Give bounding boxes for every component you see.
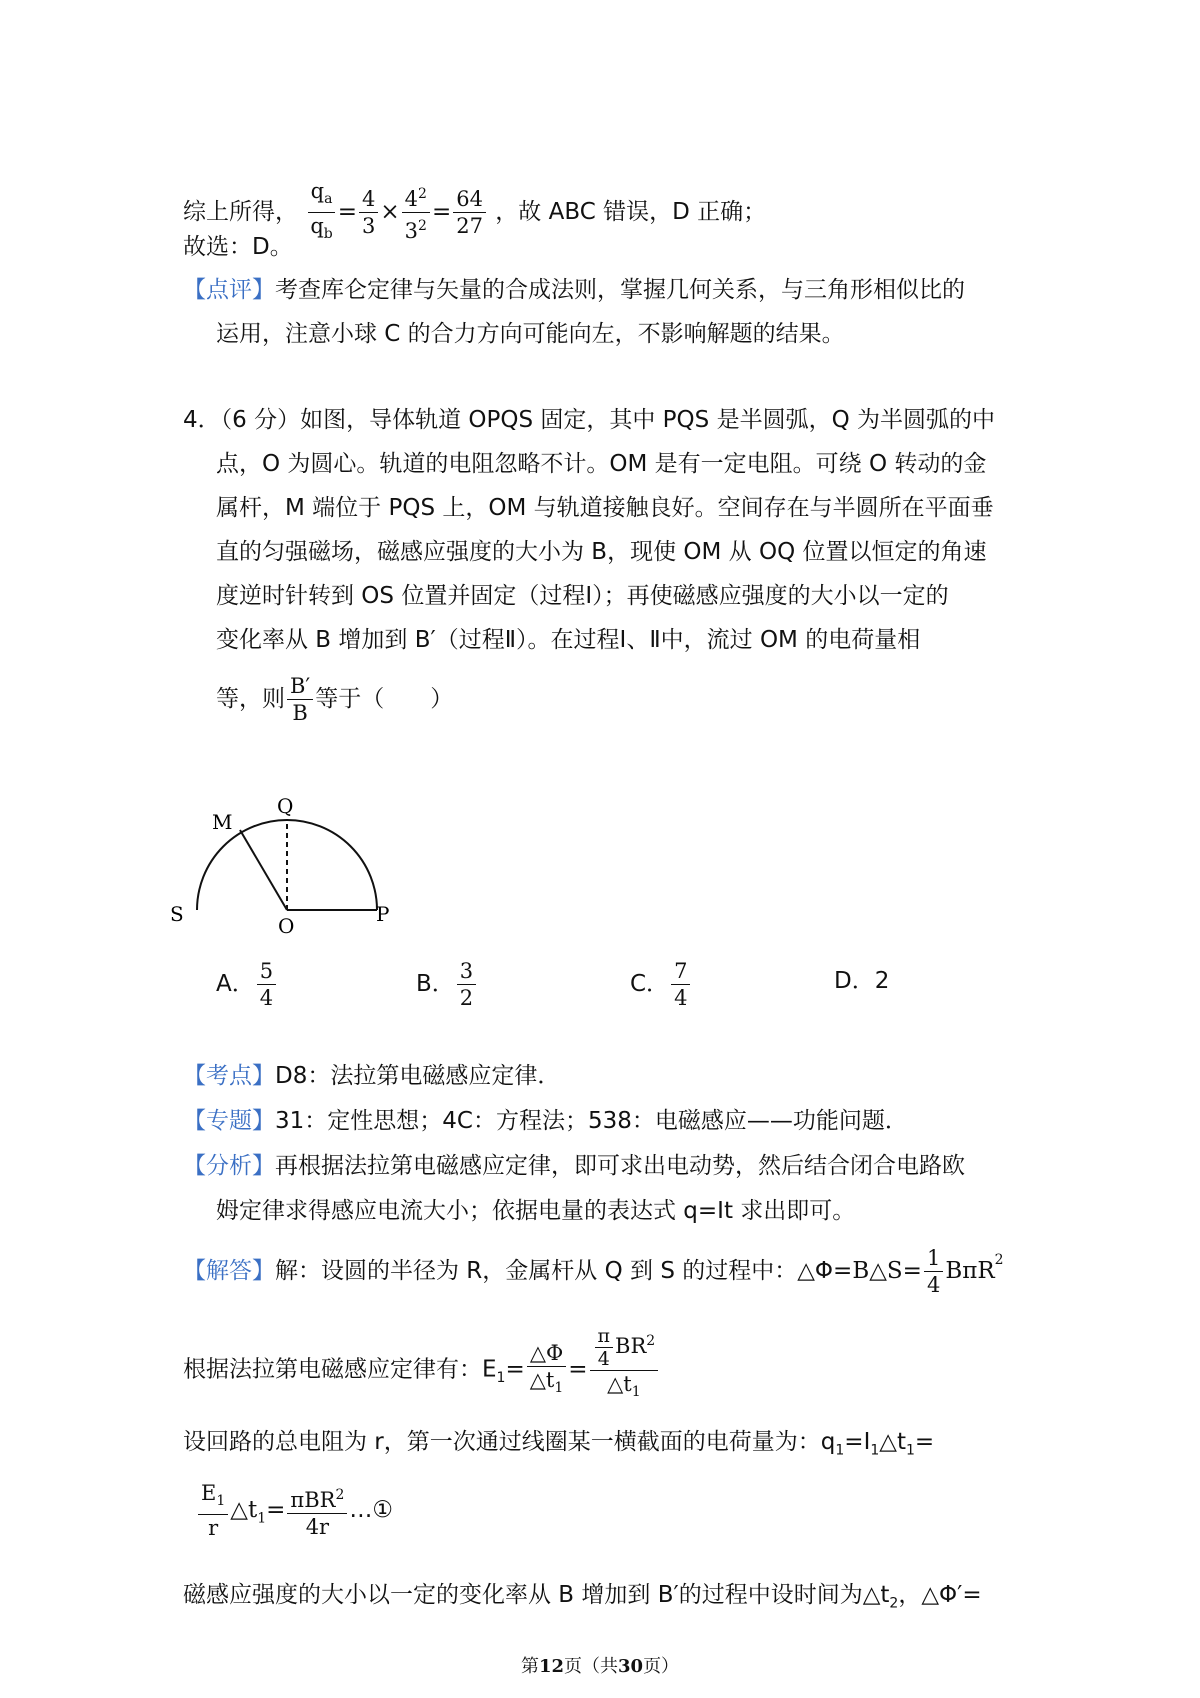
charge-line: 设回路的总电阻为 r，第一次通过线圈某一横截面的电荷量为：$q_1=I_1\triangle t_1=$ xyxy=(183,1429,935,1459)
option-a-fraction xyxy=(257,958,276,1011)
quarter-den: 4 xyxy=(926,1273,941,1297)
squares-fraction: $\frac{4^2}{3^2}$ xyxy=(402,181,430,244)
q1-mid: △t xyxy=(230,1497,258,1524)
question-line-6: 变化率从 B 增加到 B′（过程Ⅱ）。在过程Ⅰ、Ⅱ中，流过 OM 的电荷量相 xyxy=(216,627,921,653)
footer-post: 页） xyxy=(643,1656,680,1677)
page-footer xyxy=(0,1652,1200,1678)
ratio-den: B xyxy=(292,701,308,725)
option-a-num: 5 xyxy=(257,958,276,985)
kaodian-tag: 【考点】 xyxy=(183,1063,275,1089)
question-line-2: 点，O 为圆心。轨道的电阻忽略不计。OM 是有一定电阻。可绕 O 转动的金 xyxy=(216,451,987,477)
q1-result-fraction: $\frac{\pi BR^2}{4r}$ xyxy=(287,1482,347,1540)
last-line-text: 磁感应强度的大小以一定的变化率从 B 增加到 B′的过程中设时间为△t xyxy=(183,1582,890,1608)
option-d-value: 2 xyxy=(874,968,890,994)
footer-mid: 页（共 xyxy=(564,1656,618,1677)
choice-line: 故选：D。 xyxy=(183,234,293,260)
last-line-tail: ，△Φ′= xyxy=(898,1582,982,1608)
footer-page-number: 12 xyxy=(538,1656,564,1677)
jieda-line: 【解答】解：设圆的半径为 R，金属杆从 Q 到 S 的过程中：△Φ=B△S= $\frac{1}{4}$ BπR$^2$ xyxy=(183,1246,1004,1297)
quarter-num: 1 xyxy=(924,1245,943,1272)
option-d[interactable] xyxy=(834,962,889,995)
zhuanti-tag: 【专题】 xyxy=(183,1108,275,1134)
question-line-4: 直的匀强磁场，磁感应强度的大小为 B，现使 OM 从 OQ 位置以恒定的角速 xyxy=(216,539,987,565)
charge-tail2: △t xyxy=(879,1429,906,1455)
option-c-den: 4 xyxy=(674,986,688,1010)
label-q: Q xyxy=(277,794,294,818)
kaodian-text: D8：法拉第电磁感应定律． xyxy=(275,1063,561,1089)
option-a-letter: A． xyxy=(216,971,255,997)
last-line: 磁感应强度的大小以一定的变化率从 B 增加到 B′的过程中设时间为$\triangle t_2$，△Φ′= xyxy=(183,1582,982,1612)
rod-om xyxy=(240,830,287,910)
e1-eq: = xyxy=(505,1356,525,1383)
fenxi-line-1 xyxy=(183,1151,965,1181)
label-m: M xyxy=(212,810,233,834)
option-b-fraction xyxy=(457,958,476,1011)
e1-line: 根据法拉第电磁感应定律有：$E_1=$ $\frac{\triangle\Phi}{\triangle t_1}$ = $\frac{\pi}{4}$ $BR^2$ $\triangle t_1$ xyxy=(183,1335,660,1405)
option-c-letter: C． xyxy=(630,971,670,997)
option-b-num: 3 xyxy=(457,958,476,985)
summary-line: 综上所得， $\frac{q_a}{q_b}$ = $\frac{4}{3}$ × $\frac{4^2}{3^2}$ = $\frac{64}{27}$ ，故 ABC 错误，D 正确； xyxy=(183,178,766,247)
option-b-den: 2 xyxy=(459,986,474,1010)
footer-pre: 第 xyxy=(520,1656,539,1677)
option-b[interactable] xyxy=(416,958,478,1011)
summary-prefix: 综上所得， xyxy=(183,199,298,226)
fenxi-tag: 【分析】 xyxy=(183,1153,275,1179)
jieda-tag: 【解答】 xyxy=(183,1258,275,1284)
charge-tail: =I xyxy=(844,1429,871,1455)
question-line-7 xyxy=(216,673,453,726)
e1-r-fraction: $\frac{E_1}{r}$ xyxy=(198,1480,228,1541)
zhuanti-text: 31：定性思想；4C：方程法；538：电磁感应——功能问题． xyxy=(275,1108,908,1134)
jieda-expr-a: B△S= xyxy=(852,1258,922,1284)
fenxi-text-1: 再根据法拉第电磁感应定律，即可求出电动势，然后结合闭合电路欧 xyxy=(275,1153,965,1179)
question-line-3: 属杆，M 端位于 PQS 上，OM 与轨道接触良好。空间存在与半圆所在平面垂 xyxy=(216,495,994,521)
kaodian-line xyxy=(183,1061,560,1091)
quarter-fraction xyxy=(924,1245,943,1298)
option-d-letter: D． xyxy=(834,968,875,994)
e1-big-fraction: $\frac{\pi}{4}$ $BR^2$ $\triangle t_1$ xyxy=(590,1325,659,1405)
fenxi-line-2: 姆定律求得感应电流大小；依据电量的表达式 q=It 求出即可。 xyxy=(216,1198,856,1224)
qa-qb-fraction: $\frac{q_a}{q_b}$ xyxy=(307,178,335,247)
ratio-num: B′ xyxy=(287,673,313,700)
option-b-letter: B． xyxy=(416,971,455,997)
q1-tail: …① xyxy=(349,1497,393,1524)
option-c[interactable] xyxy=(630,958,692,1011)
option-a[interactable] xyxy=(216,958,278,1011)
jieda-text: 解：设圆的半径为 R，金属杆从 Q 到 S 的过程中：△Φ= xyxy=(275,1258,853,1284)
question-line-1: 4．（6 分）如图，导体轨道 OPQS 固定，其中 PQS 是半圆弧，Q 为半圆弧的中 xyxy=(183,407,995,433)
ratio-fraction xyxy=(287,673,313,726)
label-s: S xyxy=(170,902,184,926)
line7-prefix: 等，则 xyxy=(216,686,285,712)
footer-total-pages: 30 xyxy=(618,1656,644,1677)
option-a-den: 4 xyxy=(259,986,274,1010)
label-p: P xyxy=(376,902,390,926)
jieda-expr-b: BπR xyxy=(945,1258,995,1284)
review-line-2: 运用，注意小球 C 的合力方向可能向左，不影响解题的结果。 xyxy=(216,321,845,347)
semicircle-track-figure xyxy=(170,785,410,935)
option-c-fraction xyxy=(671,958,690,1011)
line7-suffix: 等于（ ） xyxy=(315,686,454,712)
result-fraction: $\frac{64}{27}$ xyxy=(453,186,486,239)
review-text-1: 考查库仑定律与矢量的合成法则，掌握几何关系，与三角形相似比的 xyxy=(275,277,965,303)
review-tag: 【点评】 xyxy=(183,277,275,303)
question-line-5: 度逆时针转到 OS 位置并固定（过程Ⅰ）；再使磁感应强度的大小以一定的 xyxy=(216,583,949,609)
review-line-1 xyxy=(183,275,965,305)
option-c-num: 7 xyxy=(671,958,690,985)
summary-suffix: ，故 ABC 错误，D 正确； xyxy=(495,199,767,226)
q1-line: $\frac{E_1}{r}$ $\triangle t_1=$ $\frac{\pi BR^2}{4r}$ …① xyxy=(196,1480,393,1541)
zhuanti-line xyxy=(183,1106,908,1136)
charge-text: 设回路的总电阻为 r，第一次通过线圈某一横截面的电荷量为：q xyxy=(183,1429,836,1455)
label-o: O xyxy=(278,914,295,935)
e1-prefix: 根据法拉第电磁感应定律有：E xyxy=(183,1356,497,1383)
four-thirds-fraction: $\frac{4}{3}$ xyxy=(359,186,378,239)
dphi-dt-fraction: $\frac{\triangle\Phi}{\triangle t_1}$ xyxy=(527,1340,567,1401)
